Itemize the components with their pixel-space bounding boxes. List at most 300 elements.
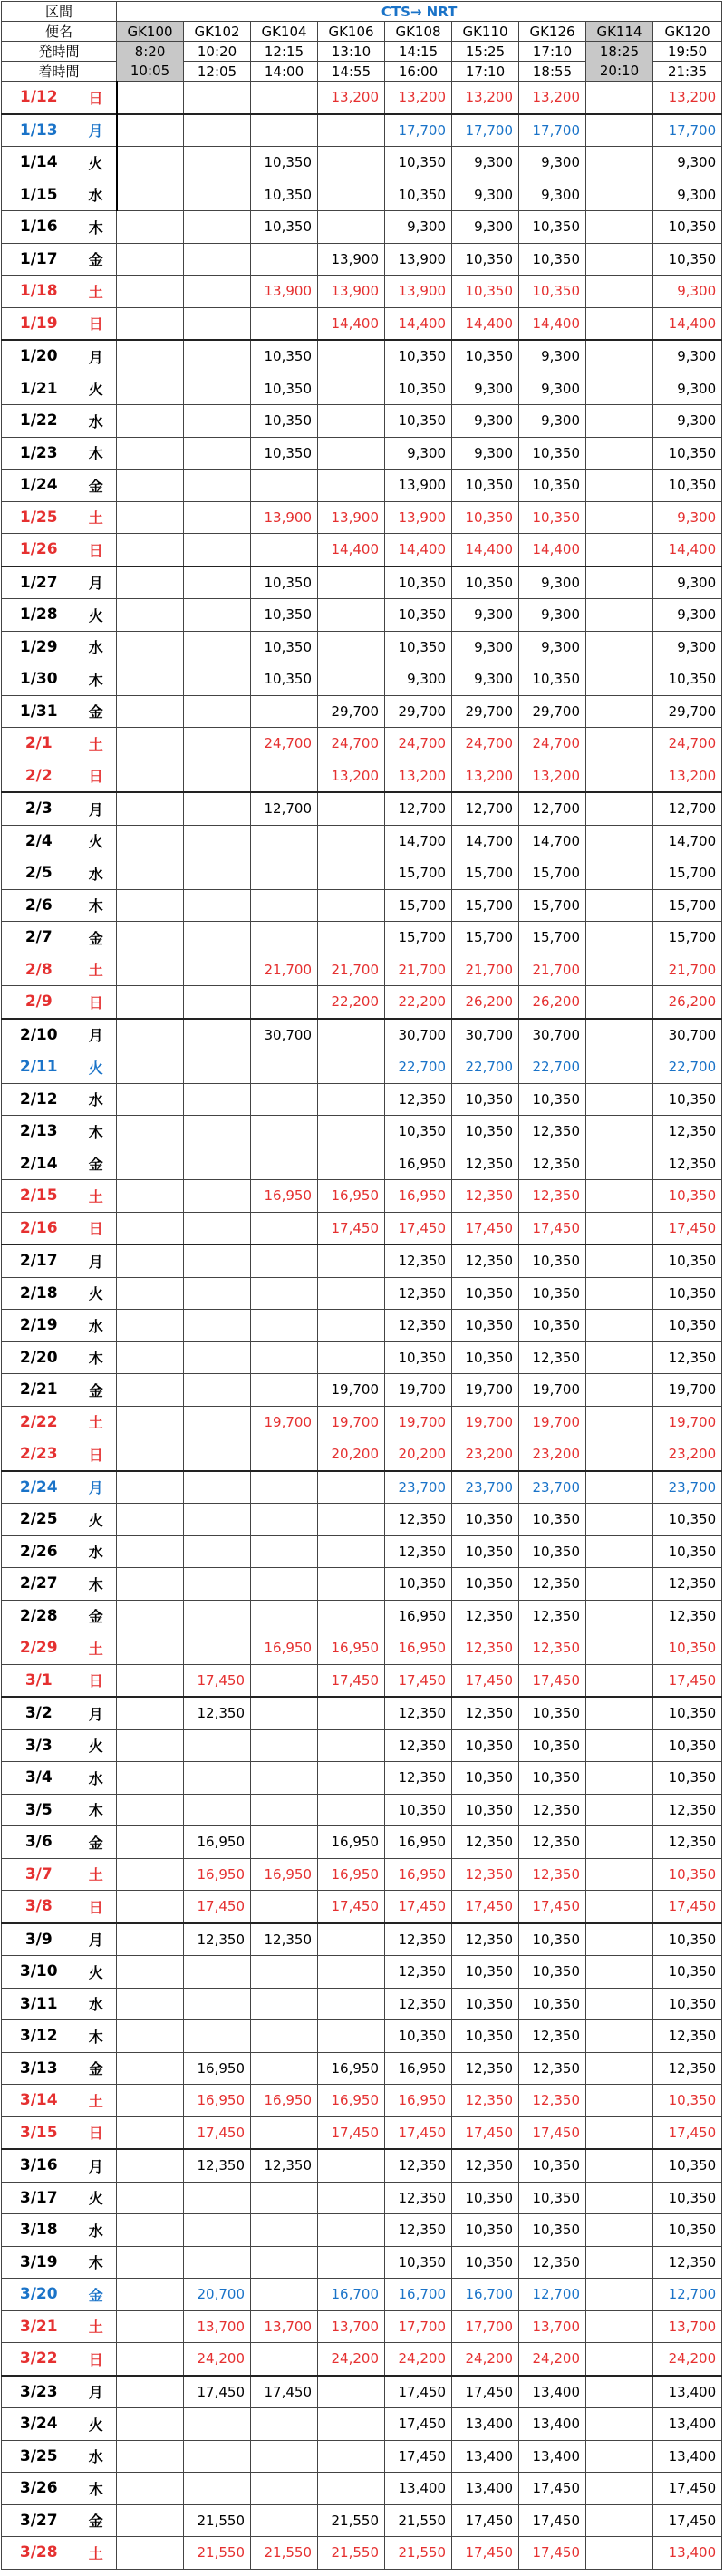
fare-cell bbox=[184, 373, 251, 405]
fare-cell: 16,950 bbox=[385, 1148, 452, 1180]
fare-cell: 10,350 bbox=[385, 1116, 452, 1148]
fare-cell bbox=[184, 1438, 251, 1471]
fare-cell: 21,550 bbox=[318, 2537, 385, 2570]
fare-cell: 24,200 bbox=[653, 2343, 722, 2376]
fare-cell bbox=[586, 276, 653, 308]
date-cell: 1/30 bbox=[2, 663, 76, 696]
weekday-cell: 水 bbox=[76, 2440, 117, 2473]
fare-cell: 21,550 bbox=[385, 2504, 452, 2537]
fare-cell: 21,550 bbox=[184, 2537, 251, 2570]
fare-cell bbox=[251, 1794, 318, 1826]
date-cell: 1/22 bbox=[2, 405, 76, 438]
table-row bbox=[2, 631, 722, 663]
fare-cell: 13,400 bbox=[452, 2473, 519, 2505]
fare-cell: 10,350 bbox=[519, 1504, 586, 1536]
fare-cell bbox=[184, 405, 251, 438]
fare-cell bbox=[184, 1277, 251, 1310]
table-row bbox=[2, 1729, 722, 1762]
fare-cell bbox=[117, 1244, 184, 1277]
fare-cell bbox=[251, 2214, 318, 2247]
fare-cell bbox=[586, 1310, 653, 1342]
fare-cell bbox=[251, 1535, 318, 1568]
date-cell: 2/3 bbox=[2, 792, 76, 825]
fare-cell: 19,700 bbox=[385, 1406, 452, 1438]
fare-cell bbox=[117, 1664, 184, 1697]
table-row bbox=[2, 1794, 722, 1826]
fare-cell: 13,200 bbox=[385, 760, 452, 792]
fare-cell: 19,700 bbox=[318, 1406, 385, 1438]
table-row bbox=[2, 437, 722, 470]
date-cell: 3/2 bbox=[2, 1697, 76, 1729]
table-row bbox=[2, 986, 722, 1019]
fare-cell bbox=[318, 1051, 385, 1084]
fare-cell bbox=[251, 1341, 318, 1374]
fare-cell: 10,350 bbox=[653, 2182, 722, 2214]
date-cell: 3/12 bbox=[2, 2020, 76, 2053]
weekday-cell: 水 bbox=[76, 2214, 117, 2247]
fare-cell: 12,350 bbox=[452, 1244, 519, 1277]
fare-cell: 13,400 bbox=[452, 2408, 519, 2441]
weekday-cell: 水 bbox=[76, 1988, 117, 2020]
fare-cell: 17,450 bbox=[452, 2116, 519, 2149]
fare-cell bbox=[184, 1374, 251, 1407]
fare-cell bbox=[318, 599, 385, 632]
fare-cell bbox=[184, 437, 251, 470]
fare-cell bbox=[184, 1180, 251, 1213]
fare-cell: 16,700 bbox=[385, 2279, 452, 2311]
table-row bbox=[2, 922, 722, 954]
fare-cell bbox=[586, 986, 653, 1019]
table-row bbox=[2, 470, 722, 502]
fare-cell bbox=[318, 373, 385, 405]
fare-cell: 13,400 bbox=[452, 2440, 519, 2473]
flight-number-gk100: GK100 bbox=[117, 22, 184, 42]
weekday-cell: 火 bbox=[76, 599, 117, 632]
arrival-time-row bbox=[2, 62, 722, 82]
fare-cell: 13,700 bbox=[251, 2310, 318, 2343]
fare-cell: 22,700 bbox=[385, 1051, 452, 1084]
fare-cell bbox=[251, 1116, 318, 1148]
fare-cell: 30,700 bbox=[385, 1019, 452, 1051]
fare-cell bbox=[184, 307, 251, 340]
fare-cell: 12,350 bbox=[385, 1535, 452, 1568]
fare-cell bbox=[586, 663, 653, 696]
date-cell: 3/3 bbox=[2, 1729, 76, 1762]
departure-time-gk120: 19:50 bbox=[653, 42, 722, 62]
fare-cell: 14,700 bbox=[653, 825, 722, 857]
fare-cell bbox=[251, 1148, 318, 1180]
fare-cell: 9,300 bbox=[653, 340, 722, 373]
fare-cell bbox=[184, 2214, 251, 2247]
arrival-time-gk126: 18:55 bbox=[519, 62, 586, 82]
date-cell: 3/19 bbox=[2, 2246, 76, 2279]
fare-cell bbox=[184, 2440, 251, 2473]
fare-cell bbox=[586, 2214, 653, 2247]
fare-cell bbox=[251, 1729, 318, 1762]
fare-cell: 12,350 bbox=[653, 1568, 722, 1601]
fare-cell: 12,350 bbox=[184, 1697, 251, 1729]
weekday-cell: 木 bbox=[76, 2246, 117, 2279]
fare-cell bbox=[318, 2473, 385, 2505]
table-row bbox=[2, 1341, 722, 1374]
fare-cell bbox=[586, 2279, 653, 2311]
fare-cell: 10,350 bbox=[452, 470, 519, 502]
fare-cell bbox=[586, 1504, 653, 1536]
date-cell: 2/16 bbox=[2, 1212, 76, 1244]
fare-cell bbox=[117, 1341, 184, 1374]
fare-cell bbox=[184, 599, 251, 632]
fare-cell: 17,450 bbox=[653, 1212, 722, 1244]
table-row bbox=[2, 1180, 722, 1213]
fare-cell bbox=[184, 1310, 251, 1342]
fare-cell: 13,900 bbox=[385, 243, 452, 276]
weekday-cell: 月 bbox=[76, 114, 117, 147]
weekday-cell: 金 bbox=[76, 2504, 117, 2537]
fare-cell: 10,350 bbox=[251, 340, 318, 373]
date-cell: 1/12 bbox=[2, 82, 76, 114]
fare-cell bbox=[117, 760, 184, 792]
date-cell: 2/11 bbox=[2, 1051, 76, 1084]
fare-cell: 10,350 bbox=[653, 2085, 722, 2117]
fare-cell: 15,700 bbox=[385, 857, 452, 890]
fare-cell bbox=[318, 1535, 385, 1568]
fare-cell: 24,700 bbox=[653, 728, 722, 760]
fare-cell bbox=[586, 1956, 653, 1989]
weekday-cell: 水 bbox=[76, 1310, 117, 1342]
fare-cell bbox=[117, 954, 184, 986]
fare-cell bbox=[184, 1988, 251, 2020]
fare-cell: 23,200 bbox=[519, 1438, 586, 1471]
fare-cell: 13,900 bbox=[385, 470, 452, 502]
fare-cell: 14,700 bbox=[452, 825, 519, 857]
fare-cell: 13,400 bbox=[653, 2408, 722, 2441]
fare-cell: 19,700 bbox=[653, 1374, 722, 1407]
fare-cell bbox=[251, 1697, 318, 1729]
fare-cell bbox=[586, 307, 653, 340]
fare-table-container bbox=[1, 1, 721, 2570]
weekday-cell: 金 bbox=[76, 1374, 117, 1407]
weekday-cell: 水 bbox=[76, 1083, 117, 1116]
fare-cell: 24,200 bbox=[318, 2343, 385, 2376]
fare-cell bbox=[251, 857, 318, 890]
fare-cell bbox=[117, 179, 184, 211]
fare-cell bbox=[586, 2149, 653, 2182]
fare-cell bbox=[184, 663, 251, 696]
fare-cell: 10,350 bbox=[385, 373, 452, 405]
fare-cell: 21,700 bbox=[251, 954, 318, 986]
fare-cell: 10,350 bbox=[653, 1632, 722, 1665]
fare-cell bbox=[184, 1600, 251, 1632]
fare-cell: 21,550 bbox=[184, 2504, 251, 2537]
weekday-cell: 月 bbox=[76, 567, 117, 599]
table-row bbox=[2, 1310, 722, 1342]
fare-cell bbox=[586, 1406, 653, 1438]
date-cell: 3/16 bbox=[2, 2149, 76, 2182]
fare-cell bbox=[117, 405, 184, 438]
fare-cell: 30,700 bbox=[519, 1019, 586, 1051]
fare-cell: 9,300 bbox=[653, 276, 722, 308]
fare-cell bbox=[586, 147, 653, 179]
fare-cell: 12,350 bbox=[519, 1180, 586, 1213]
date-cell: 2/15 bbox=[2, 1180, 76, 1213]
date-cell: 3/7 bbox=[2, 1858, 76, 1891]
weekday-cell: 金 bbox=[76, 922, 117, 954]
fare-cell: 12,350 bbox=[653, 1148, 722, 1180]
weekday-cell: 火 bbox=[76, 1277, 117, 1310]
arrival-time-gk100: 10:05 bbox=[117, 62, 184, 82]
fare-cell: 22,700 bbox=[519, 1051, 586, 1084]
fare-cell bbox=[117, 2279, 184, 2311]
fare-cell bbox=[318, 1956, 385, 1989]
fare-cell bbox=[184, 1535, 251, 1568]
fare-cell: 10,350 bbox=[519, 1535, 586, 1568]
fare-cell bbox=[251, 1664, 318, 1697]
fare-cell: 10,350 bbox=[452, 1729, 519, 1762]
fare-cell bbox=[586, 373, 653, 405]
fare-cell: 10,350 bbox=[385, 1794, 452, 1826]
fare-cell bbox=[251, 2116, 318, 2149]
fare-cell bbox=[117, 1438, 184, 1471]
fare-cell: 10,350 bbox=[653, 437, 722, 470]
fare-cell: 12,350 bbox=[452, 1148, 519, 1180]
weekday-cell: 土 bbox=[76, 1406, 117, 1438]
date-cell: 2/29 bbox=[2, 1632, 76, 1665]
fare-cell bbox=[251, 2182, 318, 2214]
table-row bbox=[2, 1212, 722, 1244]
fare-cell: 16,950 bbox=[385, 1826, 452, 1859]
fare-cell: 14,400 bbox=[385, 307, 452, 340]
fare-cell: 17,450 bbox=[653, 1891, 722, 1923]
fare-cell: 12,700 bbox=[653, 2279, 722, 2311]
fare-cell: 13,200 bbox=[318, 760, 385, 792]
fare-cell: 23,700 bbox=[385, 1471, 452, 1504]
flight-number-gk106: GK106 bbox=[318, 22, 385, 42]
fare-cell bbox=[586, 1762, 653, 1795]
fare-cell: 12,350 bbox=[452, 1826, 519, 1859]
fare-cell: 10,350 bbox=[452, 1794, 519, 1826]
fare-cell: 10,350 bbox=[519, 663, 586, 696]
fare-cell bbox=[251, 2440, 318, 2473]
table-row bbox=[2, 1051, 722, 1084]
fare-cell bbox=[117, 986, 184, 1019]
fare-cell bbox=[117, 82, 184, 114]
fare-cell bbox=[251, 889, 318, 922]
fare-cell bbox=[586, 1019, 653, 1051]
fare-cell: 19,700 bbox=[318, 1374, 385, 1407]
fare-cell: 17,450 bbox=[385, 1664, 452, 1697]
fare-cell: 9,300 bbox=[519, 373, 586, 405]
fare-cell bbox=[251, 470, 318, 502]
fare-cell bbox=[586, 82, 653, 114]
fare-cell: 10,350 bbox=[653, 1310, 722, 1342]
fare-cell bbox=[184, 147, 251, 179]
fare-cell bbox=[586, 954, 653, 986]
table-row bbox=[2, 1988, 722, 2020]
arrival-label: 着時間 bbox=[2, 62, 117, 82]
fare-cell: 10,350 bbox=[452, 340, 519, 373]
fare-cell bbox=[586, 1471, 653, 1504]
fare-cell: 29,700 bbox=[318, 695, 385, 728]
weekday-cell: 月 bbox=[76, 1923, 117, 1956]
fare-cell: 12,350 bbox=[251, 1923, 318, 1956]
fare-cell: 24,700 bbox=[251, 728, 318, 760]
arrival-time-gk110: 17:10 bbox=[452, 62, 519, 82]
fare-cell: 13,400 bbox=[519, 2376, 586, 2408]
fare-cell bbox=[318, 2020, 385, 2053]
fare-cell bbox=[318, 211, 385, 244]
fare-cell: 16,700 bbox=[318, 2279, 385, 2311]
fare-cell bbox=[586, 2116, 653, 2149]
fare-cell bbox=[251, 82, 318, 114]
fare-cell: 16,950 bbox=[385, 2052, 452, 2085]
table-row bbox=[2, 2116, 722, 2149]
table-row bbox=[2, 1956, 722, 1989]
fare-cell bbox=[117, 1956, 184, 1989]
flight-number-gk102: GK102 bbox=[184, 22, 251, 42]
fare-cell: 12,350 bbox=[385, 1504, 452, 1536]
fare-cell bbox=[318, 889, 385, 922]
fare-cell: 12,350 bbox=[653, 2020, 722, 2053]
fare-cell: 13,700 bbox=[184, 2310, 251, 2343]
fare-cell bbox=[117, 1762, 184, 1795]
fare-cell bbox=[184, 534, 251, 567]
fare-cell bbox=[586, 1664, 653, 1697]
fare-cell: 14,400 bbox=[318, 534, 385, 567]
table-row bbox=[2, 501, 722, 534]
fare-cell: 17,450 bbox=[519, 2116, 586, 2149]
fare-cell bbox=[318, 2246, 385, 2279]
fare-cell bbox=[586, 599, 653, 632]
fare-cell bbox=[251, 1568, 318, 1601]
fare-cell bbox=[586, 2310, 653, 2343]
arrival-time-gk108: 16:00 bbox=[385, 62, 452, 82]
fare-cell bbox=[251, 2279, 318, 2311]
fare-cell bbox=[184, 567, 251, 599]
fare-cell: 23,700 bbox=[519, 1471, 586, 1504]
fare-cell: 17,450 bbox=[184, 1891, 251, 1923]
fare-cell bbox=[586, 1988, 653, 2020]
fare-cell: 10,350 bbox=[653, 1244, 722, 1277]
fare-cell: 17,450 bbox=[385, 2376, 452, 2408]
fare-cell bbox=[318, 1471, 385, 1504]
fare-cell bbox=[318, 470, 385, 502]
date-cell: 3/13 bbox=[2, 2052, 76, 2085]
fare-cell: 19,700 bbox=[519, 1374, 586, 1407]
fare-cell: 10,350 bbox=[519, 1729, 586, 1762]
fare-cell: 10,350 bbox=[519, 1988, 586, 2020]
date-cell: 3/11 bbox=[2, 1988, 76, 2020]
fare-cell: 16,950 bbox=[318, 1858, 385, 1891]
fare-cell bbox=[586, 243, 653, 276]
table-row bbox=[2, 2343, 722, 2376]
fare-cell bbox=[586, 631, 653, 663]
fare-cell: 17,450 bbox=[519, 1891, 586, 1923]
fare-cell bbox=[318, 663, 385, 696]
fare-cell: 14,700 bbox=[385, 825, 452, 857]
fare-cell bbox=[117, 2214, 184, 2247]
fare-cell bbox=[586, 2052, 653, 2085]
fare-cell bbox=[586, 340, 653, 373]
table-row bbox=[2, 1148, 722, 1180]
fare-cell bbox=[117, 1794, 184, 1826]
fare-cell: 12,350 bbox=[385, 2149, 452, 2182]
fare-cell: 10,350 bbox=[653, 2214, 722, 2247]
date-cell: 2/26 bbox=[2, 1535, 76, 1568]
fare-cell: 23,200 bbox=[653, 1438, 722, 1471]
fare-cell: 22,200 bbox=[385, 986, 452, 1019]
fare-cell: 10,350 bbox=[452, 2020, 519, 2053]
fare-cell: 12,350 bbox=[385, 1083, 452, 1116]
date-cell: 1/15 bbox=[2, 179, 76, 211]
fare-cell: 16,950 bbox=[318, 2052, 385, 2085]
fare-cell bbox=[184, 889, 251, 922]
fare-cell bbox=[251, 1244, 318, 1277]
fare-cell bbox=[251, 2408, 318, 2441]
fare-cell bbox=[117, 147, 184, 179]
fare-cell: 12,350 bbox=[519, 1600, 586, 1632]
fare-cell: 16,950 bbox=[184, 2052, 251, 2085]
date-cell: 3/9 bbox=[2, 1923, 76, 1956]
date-cell: 2/17 bbox=[2, 1244, 76, 1277]
fare-cell bbox=[117, 1504, 184, 1536]
fare-cell: 10,350 bbox=[251, 147, 318, 179]
fare-cell: 19,700 bbox=[653, 1406, 722, 1438]
table-row bbox=[2, 147, 722, 179]
fare-cell: 13,400 bbox=[653, 2537, 722, 2570]
fare-cell bbox=[318, 1600, 385, 1632]
fare-cell bbox=[586, 1923, 653, 1956]
fare-cell: 17,700 bbox=[519, 114, 586, 147]
fare-cell: 10,350 bbox=[452, 1083, 519, 1116]
fare-cell: 19,700 bbox=[385, 1374, 452, 1407]
date-cell: 2/6 bbox=[2, 889, 76, 922]
fare-cell bbox=[318, 631, 385, 663]
weekday-cell: 月 bbox=[76, 1471, 117, 1504]
fare-cell: 21,700 bbox=[452, 954, 519, 986]
fare-cell bbox=[586, 2376, 653, 2408]
fare-cell bbox=[586, 2504, 653, 2537]
table-row bbox=[2, 2182, 722, 2214]
fare-cell bbox=[586, 1148, 653, 1180]
fare-cell bbox=[117, 631, 184, 663]
fare-cell: 10,350 bbox=[452, 567, 519, 599]
fare-cell: 22,200 bbox=[318, 986, 385, 1019]
fare-cell bbox=[586, 470, 653, 502]
weekday-cell: 月 bbox=[76, 2376, 117, 2408]
arrival-time-gk120: 21:35 bbox=[653, 62, 722, 82]
fare-cell: 19,700 bbox=[251, 1406, 318, 1438]
date-cell: 2/7 bbox=[2, 922, 76, 954]
table-row bbox=[2, 663, 722, 696]
table-row bbox=[2, 792, 722, 825]
fare-cell: 9,300 bbox=[653, 147, 722, 179]
fare-cell bbox=[184, 2408, 251, 2441]
fare-table bbox=[1, 1, 722, 2570]
fare-cell: 10,350 bbox=[653, 1180, 722, 1213]
fare-cell: 13,200 bbox=[653, 760, 722, 792]
weekday-cell: 金 bbox=[76, 243, 117, 276]
date-cell: 1/23 bbox=[2, 437, 76, 470]
fare-cell: 17,450 bbox=[318, 1891, 385, 1923]
fare-cell: 12,700 bbox=[519, 792, 586, 825]
fare-cell bbox=[586, 501, 653, 534]
fare-cell bbox=[184, 2182, 251, 2214]
fare-cell: 16,950 bbox=[385, 2085, 452, 2117]
weekday-cell: 火 bbox=[76, 1504, 117, 1536]
departure-time-gk114: 18:25 bbox=[586, 42, 653, 62]
fare-cell: 17,450 bbox=[452, 1891, 519, 1923]
fare-cell: 13,900 bbox=[318, 276, 385, 308]
